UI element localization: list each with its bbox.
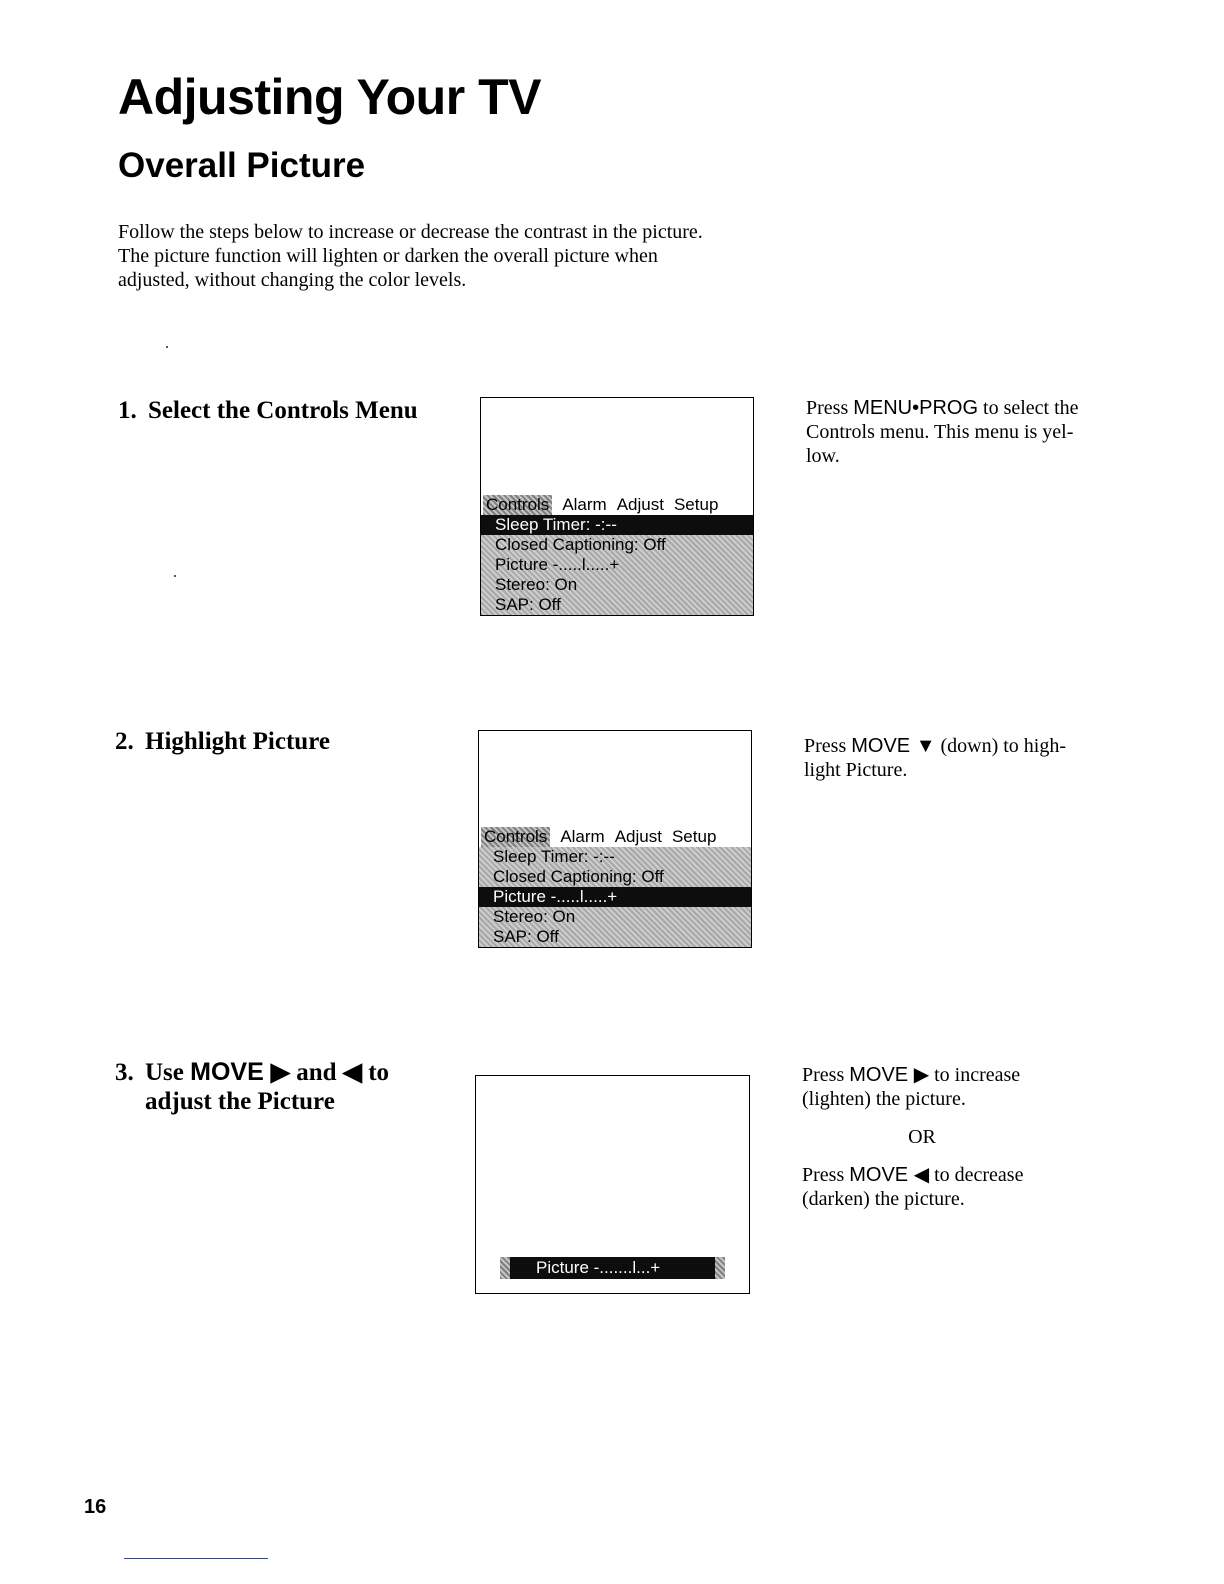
menu-tab-alarm: Alarm: [562, 495, 607, 514]
menu-item-stereo: Stereo: On: [495, 575, 578, 594]
key-move-left: MOVE ◀: [849, 1164, 930, 1186]
key-move-right: MOVE ▶: [190, 1058, 290, 1086]
menu-tab-setup: Setup: [671, 827, 717, 846]
menu-item-stereo: Stereo: On: [493, 907, 576, 926]
footer-rule: [124, 1558, 268, 1559]
intro-paragraph: [118, 220, 778, 292]
tv-screen-step-1: [480, 397, 754, 616]
stray-dot: [174, 575, 176, 577]
step-number: 3.: [115, 1059, 134, 1086]
menu-tab-adjust: Adjust: [616, 495, 664, 514]
menu-item-picture: Picture -.....l.....+: [479, 887, 751, 907]
step-title-text: Highlight Picture: [145, 728, 330, 755]
menu-item-sleep-timer: Sleep Timer: -:--: [493, 847, 615, 866]
intro-line-2: The picture function will lighten or darken the overall picture when: [118, 245, 658, 267]
step-title-text: Select the Controls Menu: [148, 397, 418, 424]
step-2-description: Press MOVE ▼ (down) to high- light Picture.: [804, 735, 1067, 781]
tv-screen-step-3: [475, 1075, 750, 1294]
menu-item-closed-captioning: Closed Captioning: Off: [493, 867, 664, 886]
menu-bar: [481, 495, 753, 515]
picture-adjust-bar: [500, 1257, 725, 1279]
or-separator: OR: [908, 1126, 936, 1148]
picture-adjust-bar-label: Picture -.......l...+: [510, 1257, 715, 1279]
controls-menu: [479, 827, 751, 947]
menu-tab-controls: Controls: [483, 495, 552, 515]
stray-dot: [166, 346, 168, 348]
menu-item-sap: SAP: Off: [493, 927, 559, 946]
step-1-title: [118, 396, 418, 425]
step-3-description: Press MOVE ▶ to increase (lighten) the picture. OR Press MOVE ◀ to decrease (darken) the picture.: [802, 1063, 1132, 1211]
tv-screen-step-2: [478, 730, 752, 948]
step-2-title: [115, 727, 330, 756]
step-3-title: 3. Use MOVE ▶ and ◀ to adjust the Picture: [115, 1058, 390, 1115]
step-1-description: Press MENU•PROG to select the Controls menu. This menu is yel- low.: [806, 397, 1079, 467]
intro-line-1: Follow the steps below to increase or decrease the contrast in the picture.: [118, 221, 703, 243]
menu-bar: [479, 827, 751, 847]
section-title: Overall Picture: [118, 146, 366, 185]
key-menu-prog: MENU•PROG: [853, 397, 979, 419]
step-number: 1.: [118, 397, 137, 424]
step-number: 2.: [115, 728, 134, 755]
menu-tab-setup: Setup: [673, 495, 719, 514]
menu-item-sap: SAP: Off: [495, 595, 561, 614]
controls-menu: [481, 495, 753, 615]
key-move-down: MOVE ▼: [851, 735, 936, 757]
intro-line-3: adjusted, without changing the color levels.: [118, 269, 467, 291]
menu-tab-adjust: Adjust: [614, 827, 662, 846]
page-number: 16: [84, 1496, 107, 1518]
page-title: Adjusting Your TV: [118, 69, 541, 125]
menu-items: [481, 515, 753, 615]
key-move-left: ◀: [342, 1058, 362, 1086]
menu-tab-controls: Controls: [481, 827, 550, 847]
menu-item-closed-captioning: Closed Captioning: Off: [495, 535, 666, 554]
menu-tab-alarm: Alarm: [560, 827, 605, 846]
menu-items: [479, 847, 751, 947]
menu-item-picture: Picture -.....l.....+: [495, 555, 620, 574]
key-move-right: MOVE ▶: [849, 1064, 930, 1086]
menu-item-sleep-timer: Sleep Timer: -:--: [481, 515, 753, 535]
